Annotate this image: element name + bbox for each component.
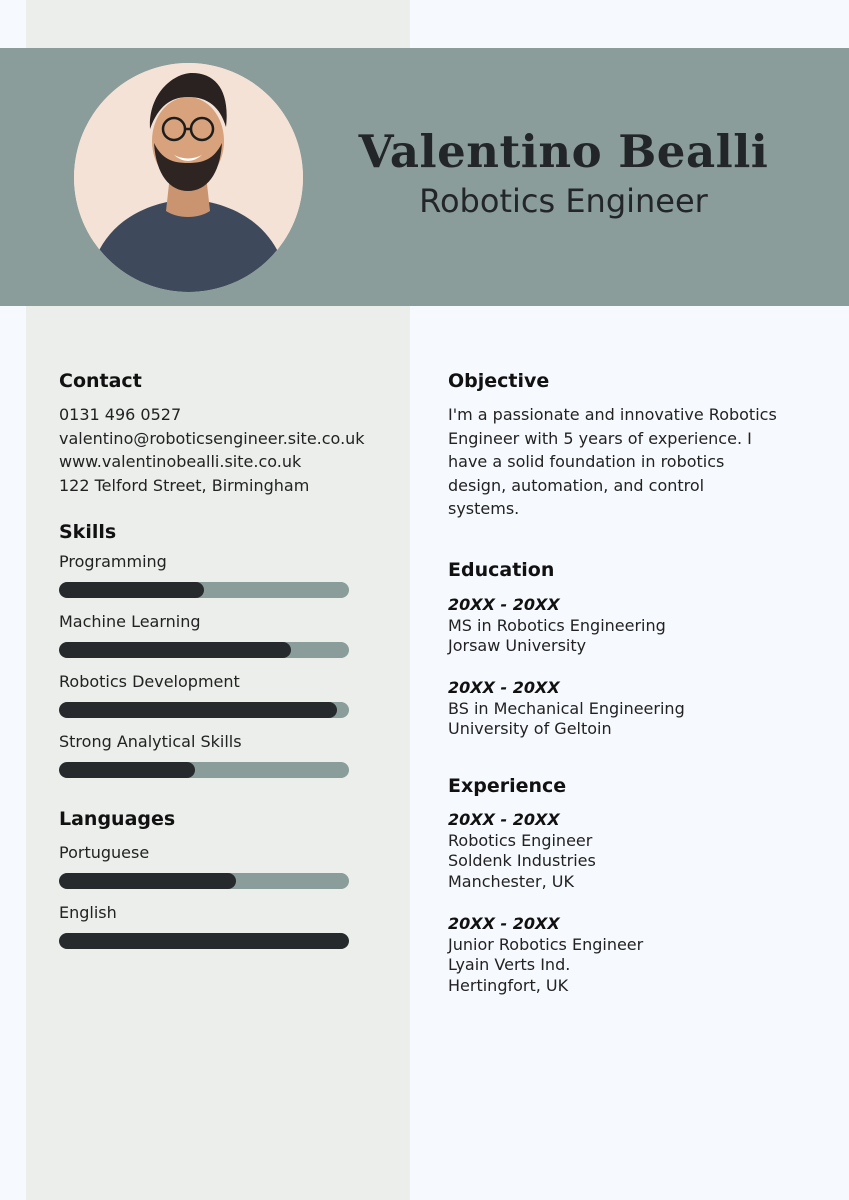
education-years: 20XX - 20XX bbox=[448, 678, 560, 697]
languages-heading: Languages bbox=[59, 808, 176, 830]
contact-email: valentino@roboticsengineer.site.co.uk bbox=[59, 428, 365, 448]
experience-years: 20XX - 20XX bbox=[448, 810, 560, 829]
experience-location: Manchester, UK bbox=[448, 872, 574, 892]
language-bar-fill bbox=[59, 873, 236, 889]
experience-role: Robotics Engineer bbox=[448, 830, 593, 850]
objective-text: I'm a passionate and innovative Robotics Engineer with 5 years of experience. I have a solid foundation in robotics design, automation, and control systems. bbox=[448, 405, 777, 518]
objective-heading: Objective bbox=[448, 370, 550, 392]
education-school: Jorsaw University bbox=[448, 636, 587, 656]
education-school: University of Geltoin bbox=[448, 719, 612, 739]
experience-entry bbox=[448, 914, 643, 997]
contact-heading: Contact bbox=[59, 370, 142, 392]
skill-bar bbox=[59, 582, 349, 598]
skill-bar-fill bbox=[59, 762, 195, 778]
education-heading: Education bbox=[448, 559, 555, 581]
education-entry bbox=[448, 595, 666, 657]
skills-heading: Skills bbox=[59, 521, 117, 543]
skill-label: Programming bbox=[59, 552, 167, 571]
experience-company: Lyain Verts Ind. bbox=[448, 955, 571, 975]
education-years: 20XX - 20XX bbox=[448, 595, 560, 614]
skill-bar bbox=[59, 702, 349, 718]
profile-photo bbox=[74, 63, 303, 292]
skill-label: Strong Analytical Skills bbox=[59, 732, 242, 751]
skill-bar bbox=[59, 642, 349, 658]
education-degree: MS in Robotics Engineering bbox=[448, 615, 666, 635]
contact-website: www.valentinobealli.site.co.uk bbox=[59, 452, 302, 471]
experience-heading: Experience bbox=[448, 775, 567, 797]
skill-bar bbox=[59, 762, 349, 778]
language-bar-fill bbox=[59, 933, 349, 949]
education-degree: BS in Mechanical Engineering bbox=[448, 698, 685, 718]
full-name: Valentino Bealli bbox=[358, 125, 769, 178]
language-bar bbox=[59, 933, 349, 949]
contact-phone: 0131 496 0527 bbox=[59, 405, 182, 424]
skill-label: Robotics Development bbox=[59, 672, 240, 691]
name-block bbox=[345, 124, 782, 222]
skill-bar-fill bbox=[59, 582, 204, 598]
experience-role: Junior Robotics Engineer bbox=[448, 934, 644, 954]
skill-label: Machine Learning bbox=[59, 612, 201, 631]
skill-bar-fill bbox=[59, 642, 291, 658]
experience-entry bbox=[448, 810, 596, 893]
experience-location: Hertingfort, UK bbox=[448, 976, 569, 996]
language-label: English bbox=[59, 903, 117, 922]
experience-years: 20XX - 20XX bbox=[448, 914, 560, 933]
language-bar bbox=[59, 873, 349, 889]
education-entry bbox=[448, 678, 685, 740]
experience-company: Soldenk Industries bbox=[448, 851, 596, 871]
contact-list bbox=[59, 403, 365, 497]
contact-address: 122 Telford Street, Birmingham bbox=[59, 475, 310, 495]
skill-bar-fill bbox=[59, 702, 337, 718]
job-title: Robotics Engineer bbox=[419, 182, 708, 220]
language-label: Portuguese bbox=[59, 843, 150, 862]
